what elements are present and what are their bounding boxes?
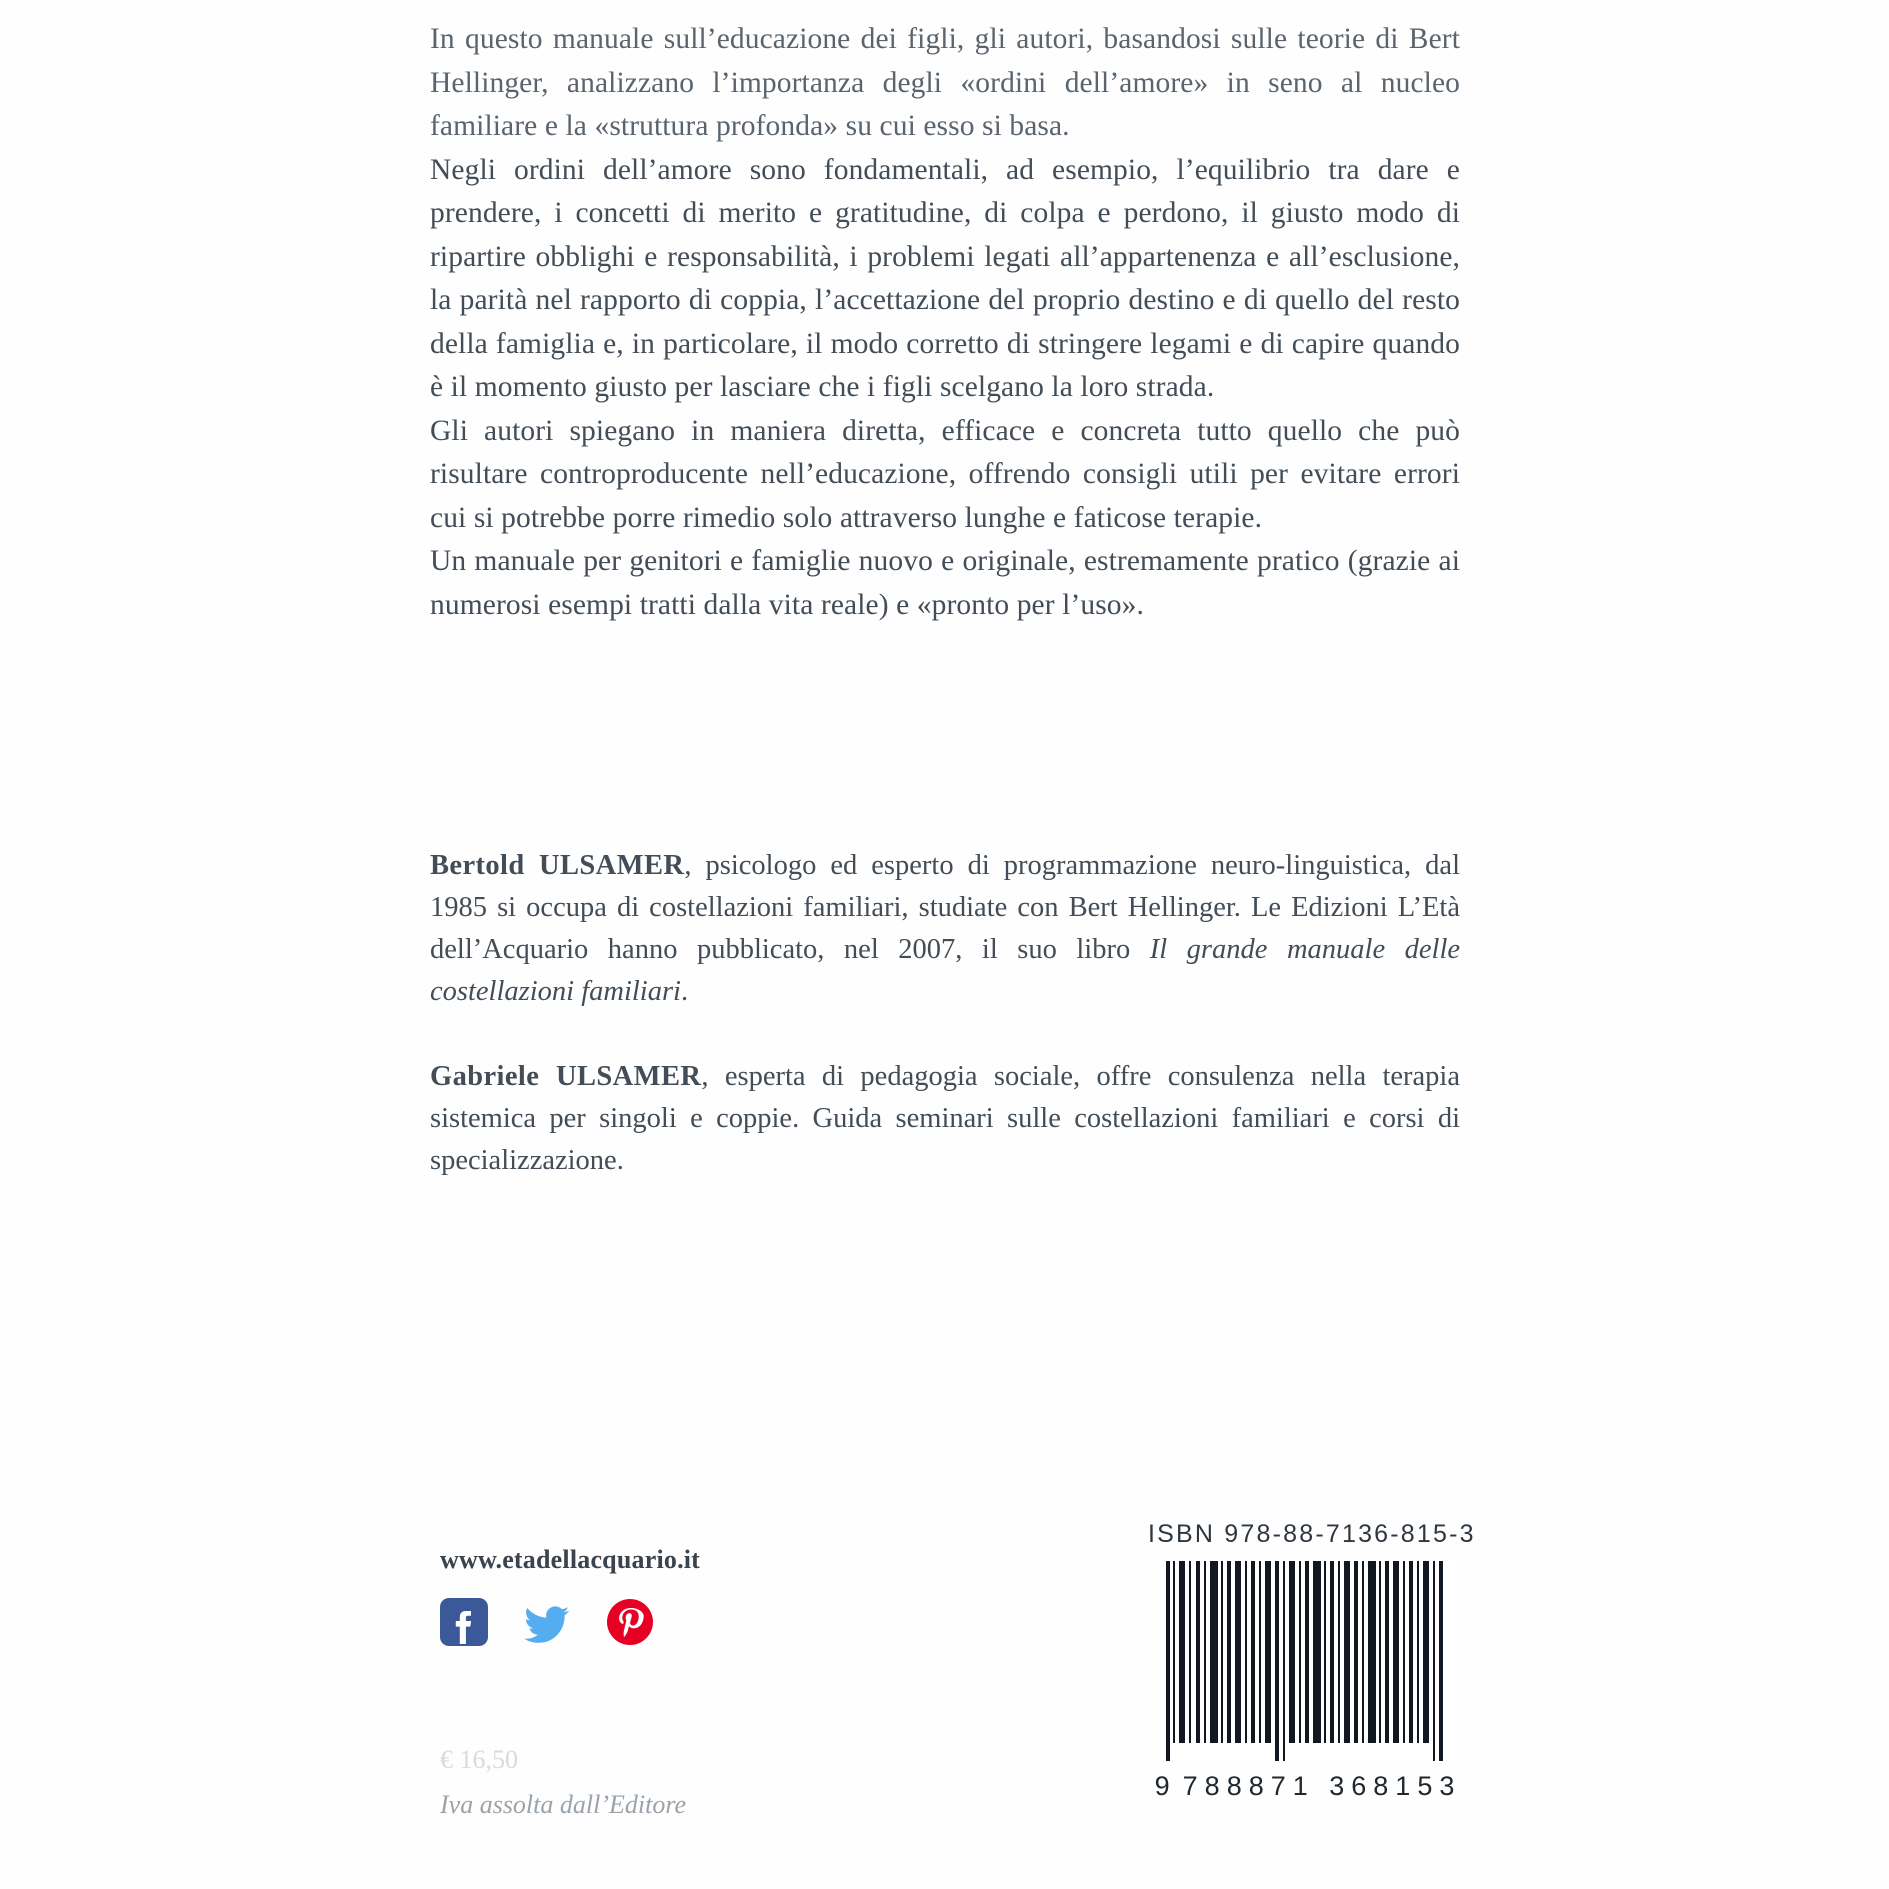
blurb-paragraph-2: Negli ordini dell’amore sono fondamentali, ad esempio, l’equilibrio tra dare e prendere, i concetti di merito e gratitudine, di colpa e perdono, il giusto modo di ripartire obblighi e responsabilità, i problemi legati all’appartenenza e all’esclusione, la parità nel rapporto di coppia, l’accettazione del proprio destino e di quello del resto della famiglia e, in particolare, il modo corretto di stringere legami e di capire quando è il momento giusto per lasciare che i figli scelgano la loro strada. bbox=[430, 153, 1460, 403]
barcode-lead-digit: 9 bbox=[1154, 1771, 1177, 1801]
author-bio-1-text-b: . bbox=[680, 976, 689, 1007]
author-name-1: Bertold ULSAMER bbox=[430, 850, 685, 881]
facebook-icon[interactable] bbox=[440, 1598, 488, 1646]
isbn-block bbox=[1148, 1520, 1476, 1802]
barcode-main-digits: 788871 368153 bbox=[1182, 1771, 1462, 1801]
author-bio-2-text-a: , esperta di pedagogia sociale, offre consulenza nella terapia sistemica per singoli e coppie. Guida seminari sulle costellazioni familiari e corsi di specializzazione. bbox=[430, 1061, 1460, 1176]
iva-note: Iva assolta dall’Editore bbox=[440, 1790, 687, 1819]
blurb-paragraph-1: In questo manuale sull’educazione dei figli, gli autori, basandosi sulle teorie di Bert Hellinger, analizzano l’importanza degli «ordini dell’amore» in seno al nucleo familiare e la «struttura profonda» su cui esso si basa. bbox=[430, 23, 1460, 142]
author-bios bbox=[430, 845, 1460, 1225]
twitter-icon[interactable] bbox=[523, 1598, 571, 1646]
blurb-text bbox=[430, 18, 1460, 627]
author-bio-1-text-a: , psicologo ed esperto di programmazione neuro-linguistica, dal 1985 si occupa di costellazioni familiari, studiate con Bert Hellinger. Le Edizioni L’Età dell’Acquario hanno pubblicato, nel 2007, il suo libro bbox=[430, 850, 1460, 965]
price-label: € 16,50 bbox=[440, 1745, 518, 1774]
blurb-paragraph-3: Gli autori spiegano in maniera diretta, efficace e concreta tutto quello che può risultare controproducente nell’educazione, offrendo consigli utili per evitare errori cui si potrebbe porre rimedio solo attraverso lunghe e faticose terapie. bbox=[430, 414, 1460, 534]
pinterest-icon[interactable] bbox=[606, 1598, 654, 1646]
barcode-image bbox=[1158, 1561, 1458, 1769]
publisher-website[interactable]: www.etadellacquario.it bbox=[440, 1545, 701, 1574]
social-links bbox=[440, 1598, 654, 1646]
author-name-2: Gabriele ULSAMER bbox=[430, 1061, 702, 1092]
blurb-paragraph-4: Un manuale per genitori e famiglie nuovo e originale, estremamente pratico (grazie ai numerosi esempi tratti dalla vita reale) e «pronto per l’uso». bbox=[430, 545, 1460, 621]
barcode-digits bbox=[1148, 1771, 1468, 1802]
author-bio-1-title: Il grande manuale delle costellazioni familiari bbox=[430, 934, 1461, 1007]
isbn-label: ISBN 978-88-7136-815-3 bbox=[1148, 1520, 1476, 1548]
author-bio-2 bbox=[430, 1056, 1460, 1182]
author-bio-1 bbox=[430, 845, 1460, 1013]
